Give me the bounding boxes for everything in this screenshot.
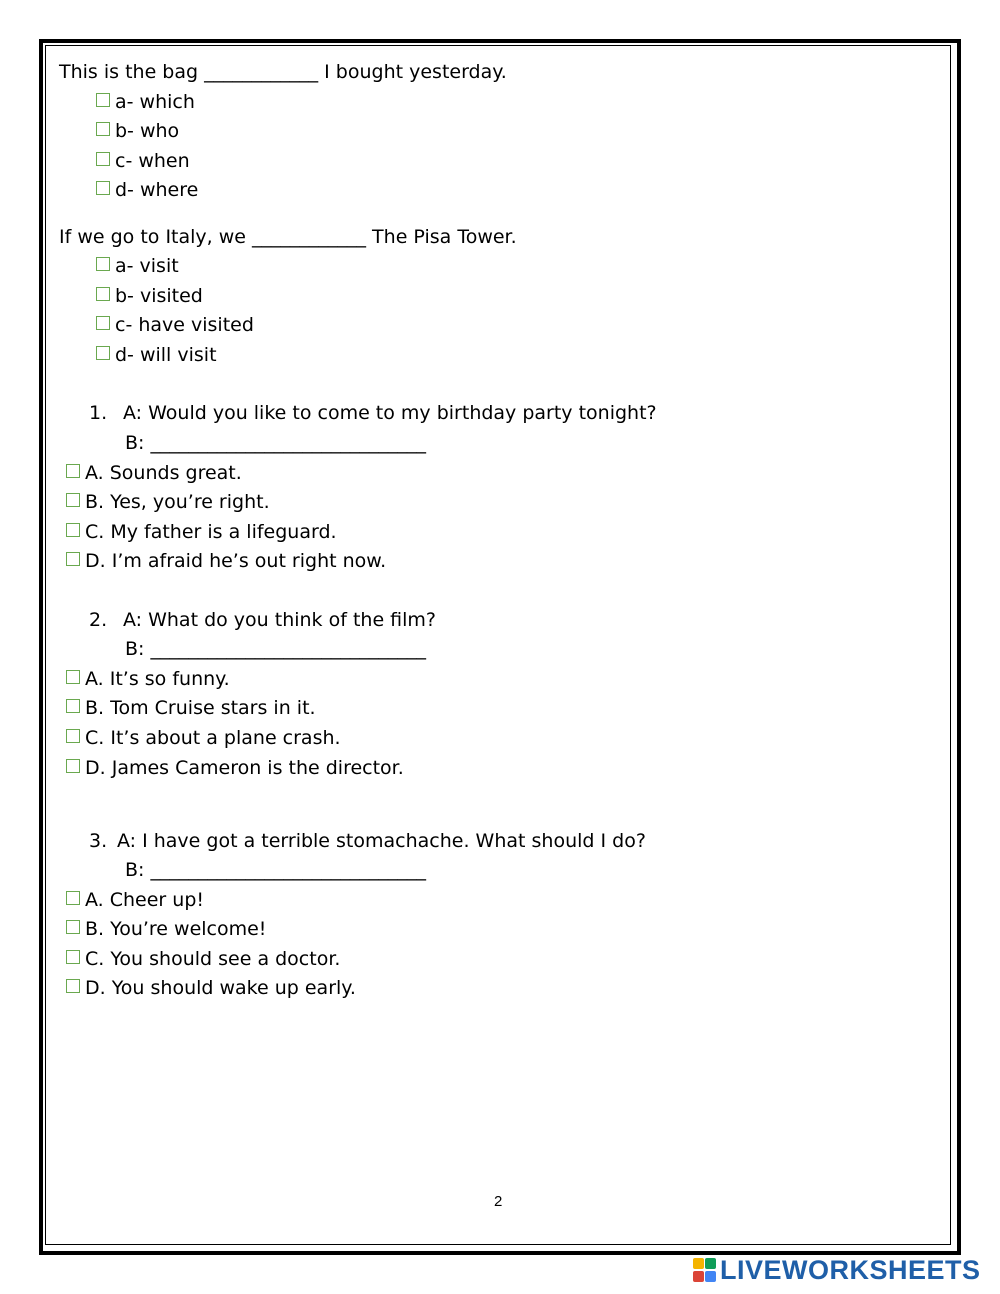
answer-option[interactable]: A. It’s so funny. [66, 668, 230, 690]
answer-option[interactable]: A. Cheer up! [66, 889, 204, 911]
answer-option[interactable]: B. You’re welcome! [66, 918, 266, 940]
page-number: 2 [494, 1193, 503, 1210]
answer-option[interactable]: C. You should see a doctor. [66, 948, 340, 970]
answer-option[interactable]: b- who [96, 120, 179, 142]
answer-option[interactable]: C. My father is a lifeguard. [66, 521, 337, 543]
dialogue-reply-blank: B: _____________________________ [125, 432, 426, 454]
answer-option[interactable]: d- where [96, 179, 198, 201]
answer-option[interactable]: d- will visit [96, 344, 217, 366]
answer-option[interactable]: D. James Cameron is the director. [66, 757, 404, 779]
checkbox[interactable] [96, 316, 110, 330]
checkbox[interactable] [96, 152, 110, 166]
checkbox[interactable] [66, 493, 80, 507]
dialogue-prompt: A: I have got a terrible stomachache. What should I do? [117, 830, 646, 852]
answer-option[interactable]: D. I’m afraid he’s out right now. [66, 550, 386, 572]
answer-option[interactable]: C. It’s about a plane crash. [66, 727, 341, 749]
dialogue-reply-blank: B: _____________________________ [125, 859, 426, 881]
checkbox[interactable] [96, 181, 110, 195]
checkbox[interactable] [66, 920, 80, 934]
answer-option[interactable]: c- when [96, 150, 190, 172]
question-stem: If we go to Italy, we ____________ The Pisa Tower. [59, 226, 517, 248]
checkbox[interactable] [66, 979, 80, 993]
question-number: 3. [89, 830, 108, 852]
checkbox[interactable] [66, 729, 80, 743]
brand-name: LIVEWORKSHEETS [720, 1254, 981, 1285]
checkbox[interactable] [66, 950, 80, 964]
checkbox[interactable] [96, 93, 110, 107]
logo-blocks-icon [693, 1258, 717, 1282]
checkbox[interactable] [66, 670, 80, 684]
answer-option[interactable]: D. You should wake up early. [66, 977, 356, 999]
question-stem: This is the bag ____________ I bought yesterday. [59, 61, 507, 83]
checkbox[interactable] [66, 523, 80, 537]
question-number: 2. [89, 609, 108, 631]
answer-option[interactable]: a- visit [96, 255, 179, 277]
checkbox[interactable] [96, 287, 110, 301]
answer-option[interactable]: b- visited [96, 285, 203, 307]
checkbox[interactable] [66, 464, 80, 478]
answer-option[interactable]: c- have visited [96, 314, 254, 336]
dialogue-reply-blank: B: _____________________________ [125, 638, 426, 660]
checkbox[interactable] [66, 891, 80, 905]
question-number: 1. [89, 402, 108, 424]
answer-option[interactable]: a- which [96, 91, 195, 113]
answer-option[interactable]: B. Yes, you’re right. [66, 491, 270, 513]
checkbox[interactable] [66, 759, 80, 773]
answer-option[interactable]: B. Tom Cruise stars in it. [66, 697, 316, 719]
checkbox[interactable] [96, 122, 110, 136]
answer-option[interactable]: A. Sounds great. [66, 462, 242, 484]
dialogue-prompt: A: What do you think of the film? [123, 609, 437, 631]
checkbox[interactable] [66, 699, 80, 713]
dialogue-prompt: A: Would you like to come to my birthday party tonight? [123, 402, 657, 424]
checkbox[interactable] [96, 257, 110, 271]
checkbox[interactable] [96, 346, 110, 360]
liveworksheets-logo[interactable] [693, 1256, 981, 1284]
checkbox[interactable] [66, 552, 80, 566]
